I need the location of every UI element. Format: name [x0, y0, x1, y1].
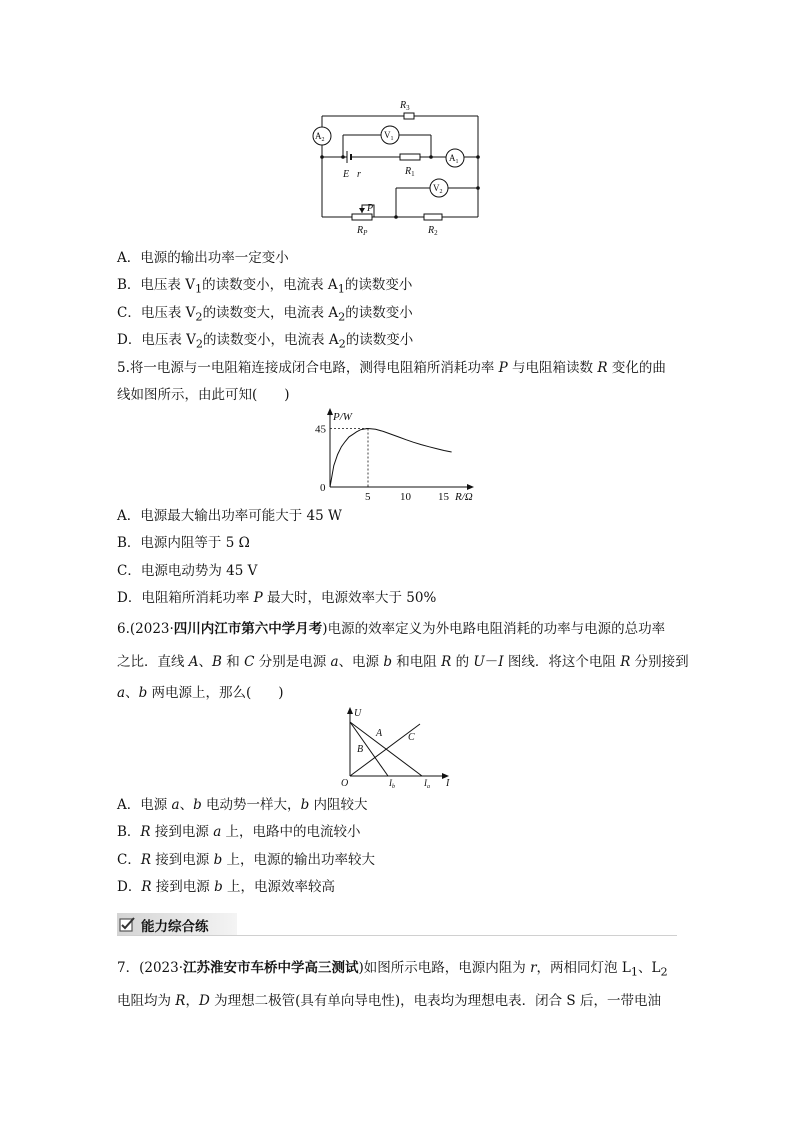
text-segment: C． [117, 852, 141, 868]
label-o: O [341, 778, 349, 789]
q6-stem-line2 [117, 653, 689, 671]
q7-stem-line1: 7．(2023·江苏淮安市车桥中学高三测试)如图所示电路，电源内阻为 r，两相同灯泡 $L_1$、$L_2$ [117, 960, 668, 979]
label-line-a: A [376, 728, 383, 739]
text-segment: 为理想二极管(具有单向导电性)，电表均为理想电表．闭合 S 后，一带电油 [209, 993, 661, 1009]
text-segment: A．电源 [117, 797, 172, 813]
text-segment: 两电源上，那么( ) [147, 685, 284, 701]
text-segment: 之比．直线 [117, 654, 189, 670]
y-axis-label: P/W [333, 411, 352, 423]
text-segment: R [140, 852, 152, 868]
x-tick-label: 15 [438, 491, 449, 500]
text-segment: 接到电源 [151, 852, 214, 868]
text-segment: 接到电源 [151, 879, 215, 895]
q4-option-b: B．电压表 $V_1$的读数变小，电流表 $A_1$的读数变小 [117, 277, 413, 296]
text-segment: 的 [451, 654, 474, 670]
text-segment: 电动势一样大， [201, 797, 301, 813]
text-segment: ， [185, 993, 199, 1009]
label-p: P [367, 203, 374, 214]
text-segment: 、 [198, 654, 213, 670]
text-segment: b [383, 654, 393, 670]
resistor-r3 [404, 113, 414, 119]
label-a2: $A_2$ [315, 131, 325, 143]
q6-option-a [117, 796, 368, 814]
q6-option-d [117, 878, 335, 896]
u-axis-arrow-icon [347, 707, 353, 714]
x-tick-label: 10 [400, 491, 411, 500]
q5-option-c: C．电源电动势为 45 V [117, 563, 258, 579]
q6-option-b [117, 823, 361, 841]
text-segment: b [193, 797, 202, 813]
text-segment: a [171, 797, 180, 813]
slider-arrow-icon [359, 208, 365, 213]
rheostat-rp [352, 214, 372, 220]
text-segment: C [244, 654, 255, 670]
text-segment: R [141, 879, 152, 895]
label-i: I [446, 778, 450, 789]
circuit-diagram [300, 90, 500, 240]
text-segment: D． [117, 879, 142, 895]
text-segment: 、电源 [338, 654, 384, 670]
text-segment: 图线．将这个电阻 [503, 654, 621, 670]
text-segment: 上，电源效率较高 [222, 879, 336, 895]
q4-option-a: A．电源的输出功率一定变小 [117, 250, 289, 266]
label-v2: $V_2$ [433, 183, 443, 195]
text-segment: 分别是电源 [254, 654, 331, 670]
text-segment: a [213, 824, 222, 840]
ui-graph-figure [335, 702, 465, 790]
text-segment: b [300, 797, 310, 813]
label-line-b: B [357, 744, 364, 755]
label-r1: $R_1$ [405, 166, 415, 178]
q6-stem-line3 [117, 684, 284, 702]
label-r3: $R_3$ [400, 100, 410, 112]
text-segment: 接到电源 [150, 824, 214, 840]
label-ib: $I_b$ [389, 778, 395, 790]
q6-option-c [117, 851, 375, 869]
section-header [117, 913, 677, 935]
text-segment: － [484, 654, 499, 670]
label-r: r [357, 169, 361, 180]
origin-label: 0 [320, 482, 326, 494]
x-axis-label: R/Ω [455, 491, 473, 500]
label-r2: $R_2$ [428, 225, 438, 237]
text-segment: 上，电源的输出功率较大 [222, 852, 376, 868]
label-rp: $R_P$ [357, 225, 368, 237]
q4-option-c: C．电压表 $V_2$的读数变大，电流表 $A_2$的读数变小 [117, 305, 413, 324]
label-v1: $V_1$ [384, 130, 394, 142]
text-segment: I [498, 654, 504, 670]
q5-stem-line2: 线如图所示，由此可知( ) [117, 387, 290, 403]
text-segment: a [117, 685, 126, 701]
label-u: U [354, 708, 362, 719]
text-segment: A [188, 654, 199, 670]
q6-stem-line1: 6.(2023·四川内江市第六中学月考)电源的效率定义为外电路电阻消耗的功率与电源的总功率 [117, 621, 666, 637]
text-segment: a [330, 654, 339, 670]
text-segment: R [620, 654, 631, 670]
text-segment: 电阻均为 [117, 993, 176, 1009]
resistor-r2 [424, 214, 442, 220]
text-segment: B [212, 654, 222, 670]
text-segment: D [198, 993, 210, 1009]
checkmark-icon [119, 916, 135, 932]
text-segment: R [175, 993, 186, 1009]
label-a1: $A_1$ [449, 153, 459, 165]
section-header-rule [117, 935, 677, 936]
text-segment: 上，电路中的电流较小 [221, 824, 361, 840]
text-segment: 内阻较大 [309, 797, 368, 813]
text-segment: b [138, 685, 148, 701]
q5-option-d: D．电阻箱所消耗功率 P 最大时，电源效率大于 50% [117, 590, 437, 606]
text-segment: 、 [179, 797, 194, 813]
text-segment: R [441, 654, 452, 670]
q5-option-b: B．电源内阻等于 5 Ω [117, 535, 250, 551]
q5-stem-line1: 5.将一电源与一电阻箱连接成闭合电路，测得电阻箱所消耗功率 P 与电阻箱读数 R 变化的曲 [117, 360, 666, 376]
text-segment: 和 [221, 654, 245, 670]
q4-option-d: D．电压表 $V_2$的读数变小，电流表 $A_2$的读数变小 [117, 332, 414, 351]
line-b-source-b [350, 722, 388, 776]
section-title: 能力综合练 [141, 919, 209, 935]
label-line-c: C [408, 732, 415, 743]
q6-source: 四川内江市第六中学月考 [173, 621, 323, 637]
y-tick-label: 45 [315, 423, 326, 436]
text-segment: 、 [125, 685, 139, 701]
q5-option-a: A．电源最大输出功率可能大于 45 W [117, 508, 342, 524]
resistor-r1 [400, 154, 420, 160]
text-segment: 和电阻 [392, 654, 442, 670]
text-segment: 分别接到 [630, 654, 689, 670]
x-tick-label: 5 [365, 491, 371, 500]
label-e: E [343, 169, 350, 180]
text-segment: U [473, 654, 485, 670]
label-ia: $I_a$ [424, 778, 430, 790]
x-axis-arrow-icon [467, 484, 474, 490]
power-curve [330, 429, 452, 488]
text-segment: b [213, 852, 223, 868]
q7-source: 江苏淮安市车桥中学高三测试 [183, 960, 359, 976]
q7-stem-line2 [117, 992, 661, 1010]
text-segment: B． [117, 824, 141, 840]
power-resistance-chart [300, 405, 490, 500]
text-segment: b [214, 879, 223, 895]
text-segment: R [140, 824, 151, 840]
